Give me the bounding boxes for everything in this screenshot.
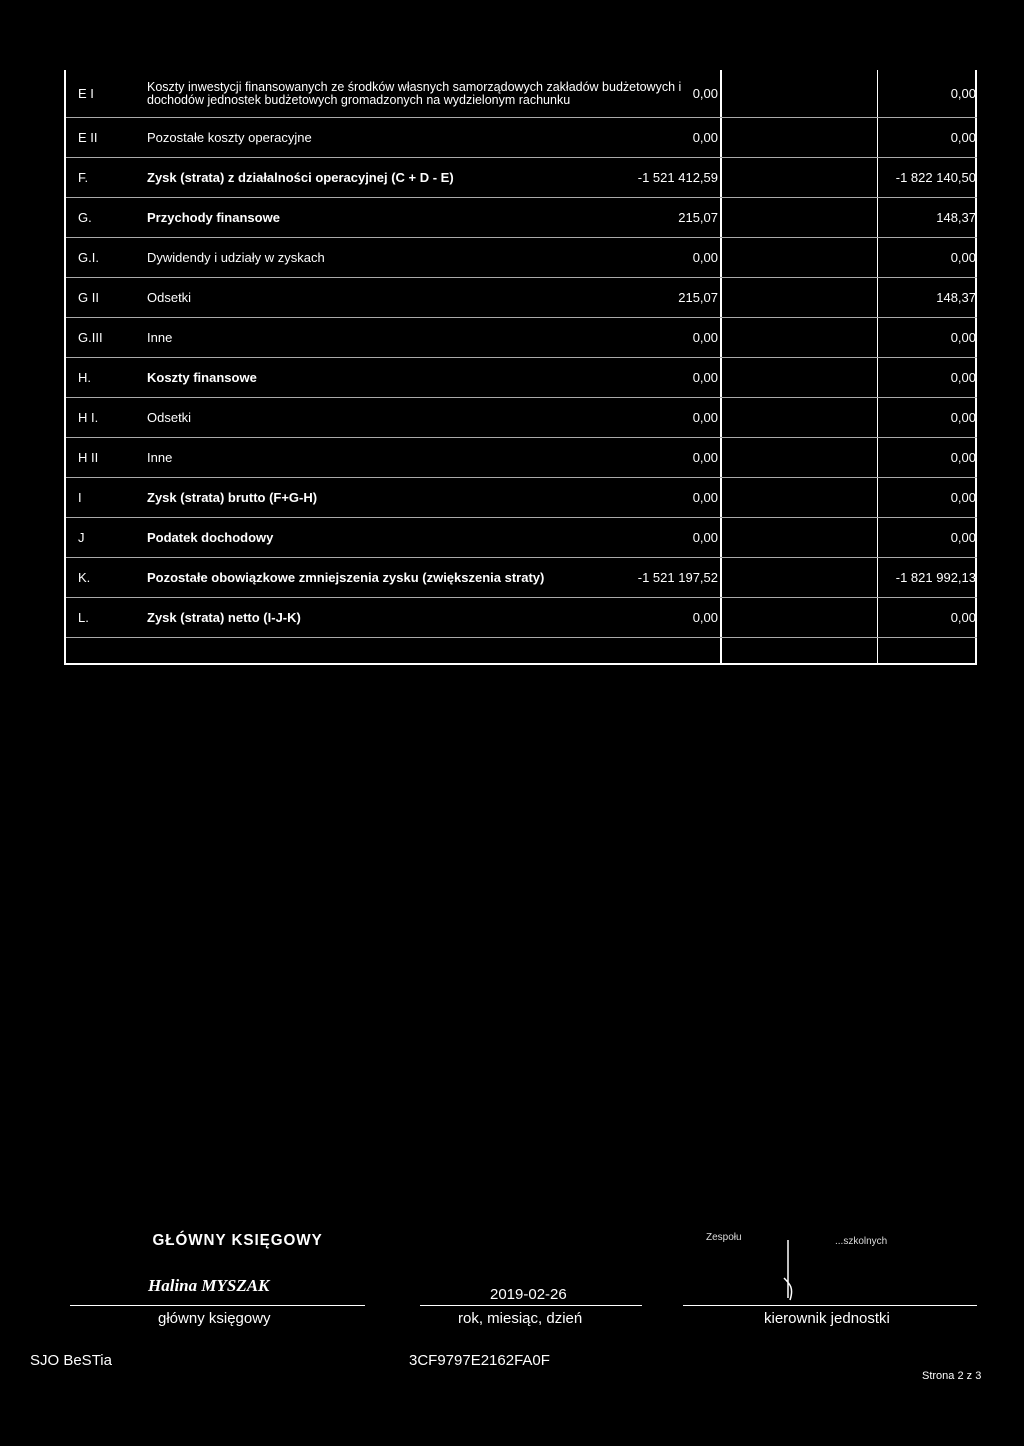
row-label: Zysk (strata) z działalności operacyjnej (C + D - E): [147, 169, 454, 185]
row-current-value: 0,00: [692, 249, 718, 265]
row-code: G II: [78, 289, 99, 305]
row-label: Przychody finansowe: [147, 209, 280, 225]
table-row: [66, 278, 977, 318]
table-row: [66, 318, 977, 358]
table-row: [66, 238, 977, 278]
table-row: [66, 158, 977, 198]
row-label: Podatek dochodowy: [147, 529, 274, 545]
row-code: E I: [78, 85, 94, 101]
signature-line-date: [420, 1305, 642, 1306]
row-code: F.: [78, 169, 89, 185]
row-current-value: 0,00: [692, 489, 718, 505]
row-previous-value: 0,00: [950, 129, 976, 145]
signature-line-head: [683, 1305, 977, 1306]
row-label: Pozostałe obowiązkowe zmniejszenia zysku (zwiększenia straty): [147, 569, 545, 585]
row-current-value: 0,00: [692, 329, 718, 345]
row-current-value: -1 521 412,59: [637, 169, 718, 185]
row-code: G.I.: [78, 249, 99, 265]
row-code: E II: [78, 129, 98, 145]
row-label: Odsetki: [147, 409, 192, 425]
row-previous-value: -1 822 140,50: [895, 169, 976, 185]
row-label: Dywidendy i udziały w zyskach: [147, 249, 325, 265]
row-previous-value: 0,00: [950, 369, 976, 385]
row-label: Inne: [147, 329, 173, 345]
row-previous-value: 0,00: [950, 249, 976, 265]
row-code: L.: [78, 609, 89, 625]
table-row: [66, 558, 977, 598]
chief-accountant-caption: główny księgowy: [158, 1310, 271, 1327]
row-code: G.III: [78, 329, 103, 345]
row-current-value: 215,07: [678, 209, 718, 225]
row-label: Koszty inwestycji finansowanych ze środków własnych samorządowych zakładów budżetowych i dochodów jednostek budżetowych gromadzonych na wydzielonym rachunku: [147, 79, 682, 107]
row-label: Zysk (strata) netto (I-J-K): [147, 609, 301, 625]
table-row: [66, 118, 977, 158]
row-code: H II: [78, 449, 99, 465]
row-previous-value: 0,00: [950, 529, 976, 545]
row-previous-value: 0,00: [950, 489, 976, 505]
row-current-value: 0,00: [692, 369, 718, 385]
row-code: H.: [78, 369, 91, 385]
row-current-value: 0,00: [692, 129, 718, 145]
row-previous-value: 0,00: [950, 449, 976, 465]
row-current-value: 0,00: [692, 85, 718, 101]
footer-document-hash: 3CF9797E2162FA0F: [409, 1352, 550, 1369]
row-previous-value: 0,00: [950, 409, 976, 425]
row-current-value: 0,00: [692, 609, 718, 625]
row-code: I: [78, 489, 82, 505]
row-previous-value: -1 821 992,13: [895, 569, 976, 585]
row-current-value: -1 521 197,52: [637, 569, 718, 585]
signature-line-accountant: [70, 1305, 365, 1306]
row-label: Koszty finansowe: [147, 369, 257, 385]
footer-page-number: Strona 2 z 3: [922, 1370, 982, 1382]
table-row: [66, 478, 977, 518]
row-label: Zysk (strata) brutto (F+G-H): [147, 489, 318, 505]
row-current-value: 215,07: [678, 289, 718, 305]
row-current-value: 0,00: [692, 449, 718, 465]
row-code: G.: [78, 209, 92, 225]
profit-loss-table: [64, 70, 977, 665]
table-row: [66, 598, 977, 638]
table-row-empty: [66, 638, 977, 663]
chief-accountant-signature: Halina MYSZAK: [148, 1276, 270, 1295]
row-code: H I.: [78, 409, 99, 425]
footer-system-name: SJO BeSTia: [30, 1352, 112, 1369]
row-code: K.: [78, 569, 91, 585]
row-current-value: 0,00: [692, 529, 718, 545]
head-caption: kierownik jednostki: [764, 1310, 890, 1327]
date-caption: rok, miesiąc, dzień: [458, 1310, 583, 1327]
row-label: Odsetki: [147, 289, 192, 305]
row-code: J: [78, 529, 85, 545]
row-previous-value: 0,00: [950, 609, 976, 625]
table-row: [66, 518, 977, 558]
head-signature-scribble: [780, 1238, 800, 1308]
row-label: Inne: [147, 449, 173, 465]
table-row: [66, 358, 977, 398]
head-stamp-fragment-left: Zespołu: [706, 1232, 742, 1243]
table-row: [66, 438, 977, 478]
table-row: [66, 398, 977, 438]
head-stamp-fragment-right: ...szkolnych: [835, 1236, 888, 1247]
table-row: [66, 70, 977, 118]
table-row: [66, 198, 977, 238]
row-previous-value: 0,00: [950, 85, 976, 101]
row-previous-value: 148,37: [936, 209, 976, 225]
chief-accountant-stamp: GŁÓWNY KSIĘGOWY: [152, 1232, 323, 1249]
row-previous-value: 0,00: [950, 329, 976, 345]
row-label: Pozostałe koszty operacyjne: [147, 129, 312, 145]
row-previous-value: 148,37: [936, 289, 976, 305]
date-value: 2019-02-26: [490, 1286, 567, 1303]
row-current-value: 0,00: [692, 409, 718, 425]
